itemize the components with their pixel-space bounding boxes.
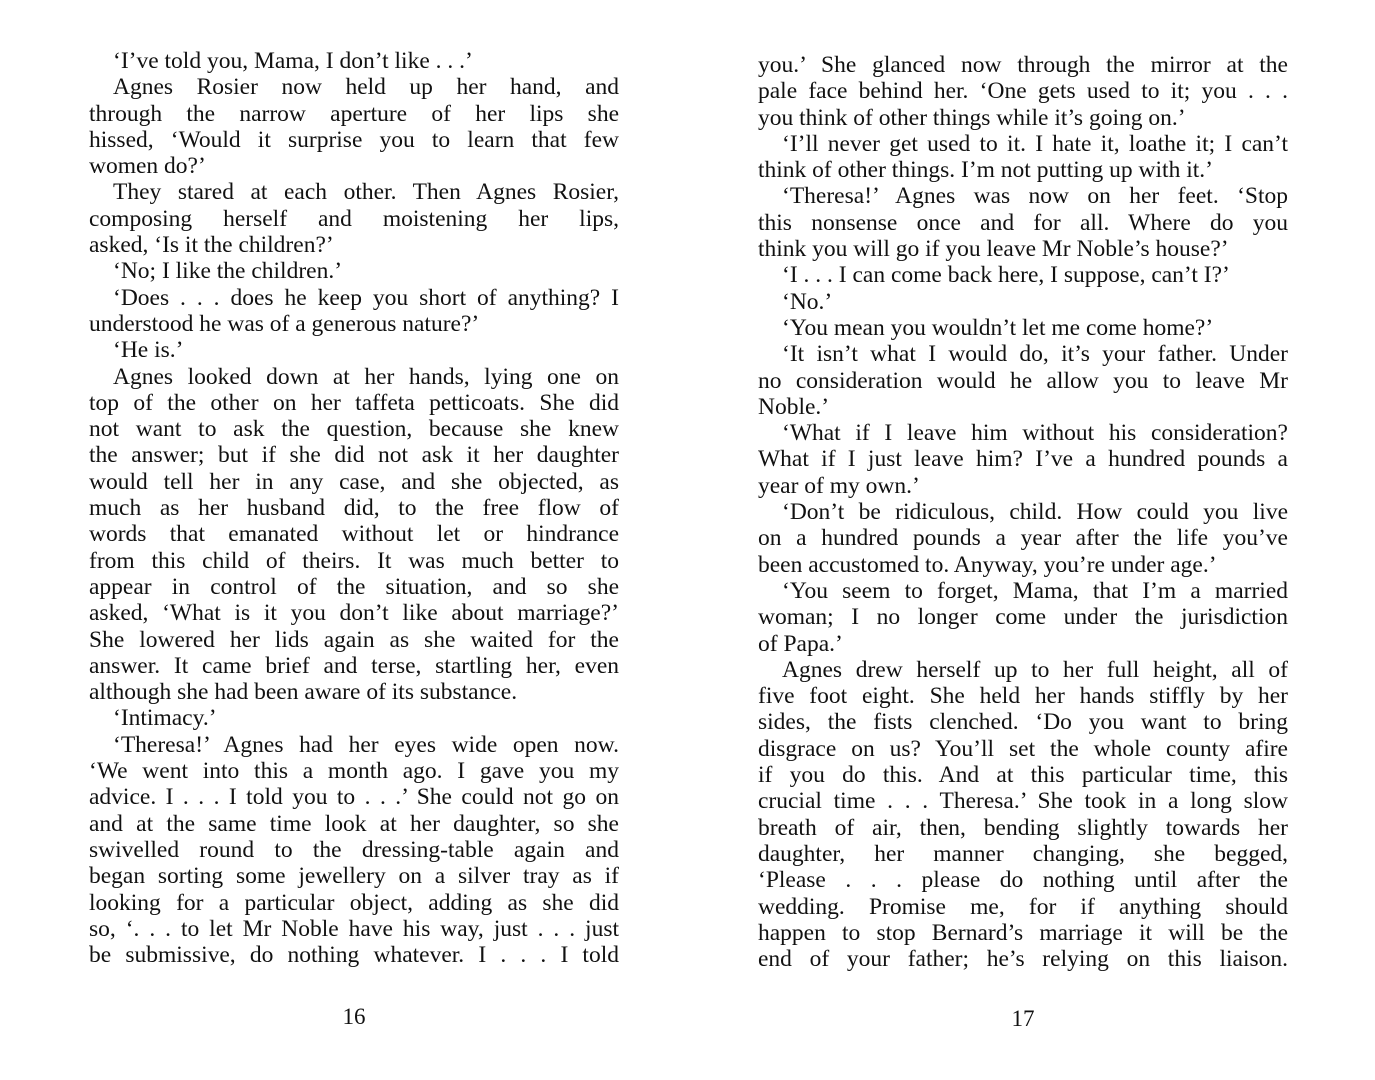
- text-line: not want to ask the question, because she knew: [89, 416, 619, 443]
- text-line: appear in control of the situation, and so she: [89, 573, 619, 600]
- text-line: so, ‘. . . to let Mr Noble have his way, just . . . just: [89, 915, 619, 942]
- text-line: through the narrow aperture of her lips she: [89, 100, 619, 127]
- text-line: ‘What if I leave him without his consideration?: [782, 420, 1288, 447]
- text-line: be submissive, do nothing whatever. I . . . I told: [89, 942, 619, 969]
- text-line: ‘You mean you wouldn’t let me come home?’: [782, 314, 1214, 341]
- text-line: Noble.’: [758, 393, 830, 420]
- text-line: disgrace on us? You’ll set the whole county afire: [758, 735, 1288, 762]
- text-line: words that emanated without let or hindrance: [89, 521, 619, 548]
- text-line: would tell her in any case, and she objected, as: [89, 468, 619, 495]
- text-line: began sorting some jewellery on a silver tray as if: [89, 863, 619, 890]
- right-page-number: 17: [1011, 1006, 1035, 1031]
- text-line: this nonsense once and for all. Where do you: [758, 209, 1288, 236]
- text-line: ‘I . . . I can come back here, I suppose, can’t I?’: [782, 262, 1230, 289]
- text-line: ‘He is.’: [113, 337, 184, 364]
- text-line: ‘I’ve told you, Mama, I don’t like . . .’: [113, 48, 473, 74]
- text-line: wedding. Promise me, for if anything should: [758, 893, 1288, 920]
- text-line: crucial time . . . Theresa.’ She took in a long slow: [758, 788, 1288, 815]
- text-line: asked, ‘Is it the children?’: [89, 232, 334, 259]
- text-line: answer. It came brief and terse, startling her, even: [89, 652, 619, 679]
- text-line: ‘Intimacy.’: [113, 705, 217, 732]
- left-page-text: [89, 48, 619, 968]
- text-line: much as her husband did, to the free flow of: [89, 495, 619, 522]
- text-line: daughter, her manner changing, she begged,: [758, 840, 1288, 867]
- text-line: of Papa.’: [758, 630, 843, 657]
- text-line: if you do this. And at this particular time, this: [758, 762, 1288, 789]
- left-page-number: 16: [342, 1004, 366, 1029]
- text-line: you.’ She glanced now through the mirror at the: [758, 52, 1288, 78]
- text-line: ‘Please . . . please do nothing until after the: [758, 867, 1288, 894]
- text-line: five foot eight. She held her hands stiffly by her: [758, 683, 1288, 710]
- text-line: ‘Theresa!’ Agnes had her eyes wide open now.: [113, 731, 619, 758]
- text-line: ‘We went into this a month ago. I gave you my: [89, 758, 619, 785]
- text-line: sides, the fists clenched. ‘Do you want to bring: [758, 709, 1288, 736]
- text-line: top of the other on her taffeta petticoats. She did: [89, 389, 619, 416]
- text-line: women do?’: [89, 153, 206, 180]
- text-line: the answer; but if she did not ask it her daughter: [89, 442, 619, 469]
- text-line: composing herself and moistening her lips,: [89, 205, 619, 232]
- text-line: on a hundred pounds a year after the life you’ve: [758, 525, 1288, 552]
- text-line: and at the same time look at her daughter, so she: [89, 810, 619, 837]
- text-line: ‘Does . . . does he keep you short of anything? I: [113, 284, 619, 311]
- text-line: ‘No.’: [782, 288, 833, 315]
- text-line: pale face behind her. ‘One gets used to it; you . . .: [758, 78, 1288, 105]
- text-line: hissed, ‘Would it surprise you to learn that few: [89, 126, 619, 153]
- text-line: Agnes Rosier now held up her hand, and: [113, 74, 619, 101]
- text-line: ‘Theresa!’ Agnes was now on her feet. ‘Stop: [782, 183, 1288, 210]
- text-line: breath of air, then, bending slightly towards her: [758, 814, 1288, 841]
- right-page: [688, 0, 1375, 1080]
- text-line: Agnes drew herself up to her full height, all of: [782, 656, 1288, 683]
- text-line: from this child of theirs. It was much better to: [89, 547, 619, 574]
- right-page-text: [758, 52, 1288, 972]
- text-line: understood he was of a generous nature?’: [89, 310, 480, 337]
- text-line: They stared at each other. Then Agnes Rosier,: [113, 179, 619, 206]
- text-line: asked, ‘What is it you don’t like about marriage?’: [89, 600, 619, 627]
- text-line: been accustomed to. Anyway, you’re under age.’: [758, 551, 1217, 578]
- text-line: advice. I . . . I told you to . . .’ She could not go on: [89, 784, 619, 811]
- text-line: She lowered her lids again as she waited for the: [89, 626, 619, 653]
- text-line: year of my own.’: [758, 472, 920, 499]
- text-line: woman; I no longer come under the jurisdiction: [758, 604, 1288, 631]
- text-line: looking for a particular object, adding as she did: [89, 889, 619, 916]
- text-line: you think of other things while it’s going on.’: [758, 104, 1186, 131]
- text-line: swivelled round to the dressing-table again and: [89, 836, 619, 863]
- text-line: no consideration would he allow you to leave Mr: [758, 367, 1288, 394]
- text-line: What if I just leave him? I’ve a hundred pounds a: [758, 446, 1288, 473]
- text-line: ‘I’ll never get used to it. I hate it, loathe it; I can’t: [782, 130, 1288, 157]
- text-line: ‘Don’t be ridiculous, child. How could you live: [782, 499, 1288, 526]
- text-line: end of your father; he’s relying on this liaison.: [758, 946, 1288, 973]
- text-line: although she had been aware of its substance.: [89, 679, 518, 706]
- text-line: ‘You seem to forget, Mama, that I’m a married: [782, 577, 1288, 604]
- text-line: Agnes looked down at her hands, lying one on: [113, 363, 619, 390]
- text-line: happen to stop Bernard’s marriage it will be the: [758, 919, 1288, 946]
- text-line: ‘It isn’t what I would do, it’s your father. Under: [782, 341, 1288, 368]
- text-line: think you will go if you leave Mr Noble’s house?’: [758, 236, 1229, 263]
- text-line: think of other things. I’m not putting up with it.’: [758, 157, 1213, 184]
- text-line: ‘No; I like the children.’: [113, 258, 343, 285]
